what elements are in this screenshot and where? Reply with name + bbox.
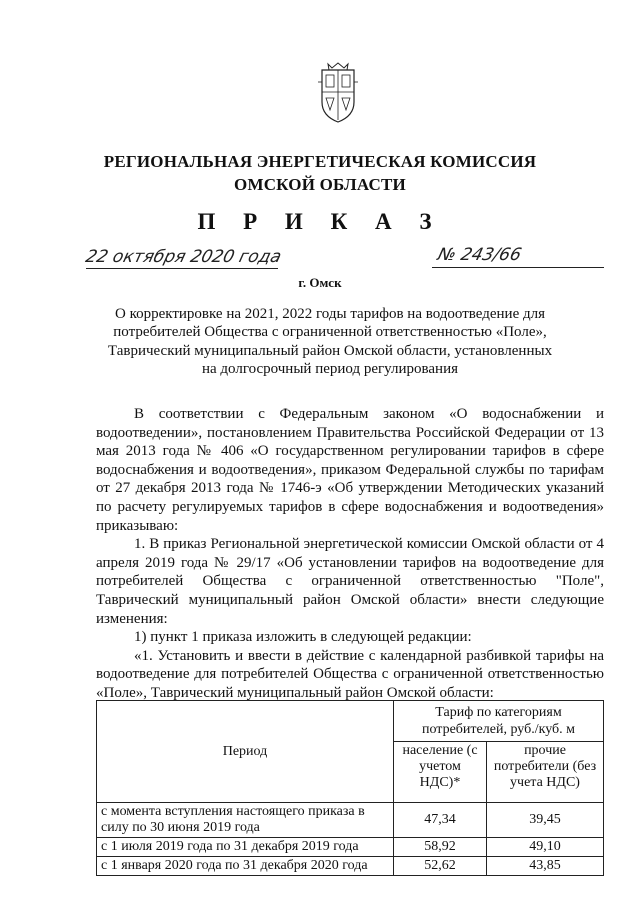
number-underline	[432, 267, 604, 268]
quoted-clause-paragraph: «1. Установить и ввести в действие с календарной разбивкой тарифы на водоотведение для потребителей Общества с ограниченной ответственностью «Поле», Таврический муниципальный район Омской области:	[96, 647, 604, 701]
document-type: П Р И К А З	[197, 209, 443, 234]
org-line-2: ОМСКОЙ ОБЛАСТИ	[234, 175, 406, 194]
header-tariff-group: Тариф по категориям потребителей, руб./куб. м	[394, 701, 604, 742]
header-other-consumers: прочие потребители (без учета НДС)	[487, 742, 604, 803]
period-cell: с 1 июля 2019 года по 31 декабря 2019 года	[97, 838, 394, 857]
header-population: население (с учетом НДС)*	[394, 742, 487, 803]
table-row	[97, 857, 604, 876]
date-underline	[86, 268, 278, 269]
population-tariff-cell: 58,92	[394, 838, 487, 857]
table-row	[97, 803, 604, 838]
period-cell: с 1 января 2020 года по 31 декабря 2020 года	[97, 857, 394, 876]
organization-name	[0, 150, 640, 196]
other-tariff-cell: 49,10	[487, 838, 604, 857]
item-1-paragraph: 1. В приказ Региональной энергетической комиссии Омской области от 4 апреля 2019 года № 29/17 «Об установлении тарифов на водоотведение для потребителей Общества с ограниченной ответственностью "Поле", Таврический муниципальный район Омской области» внести следующие изменения:	[96, 536, 604, 627]
subject-line: Таврический муниципальный район Омской области, установленных	[107, 342, 553, 359]
subject-line: на долгосрочный период регулирования	[201, 360, 459, 377]
order-subject	[96, 305, 564, 378]
population-tariff-cell: 52,62	[394, 857, 487, 876]
preamble-paragraph: В соответствии с Федеральным законом «О водоснабжении и водоотведении», постановлением Правительства Российской Федерации от 13 мая 2013 года № 406 «О государственном регулировании тарифов в сфере водоснабжения и водоотведения», приказом Федеральной службы по тарифам от 27 декабря 2013 года № 1746-э «Об утверждении Методических указаний по расчету регулируемых тарифов в сфере водоснабжения и водоотведения» приказываю:	[96, 406, 604, 534]
other-tariff-cell: 39,45	[487, 803, 604, 838]
population-tariff-cell: 47,34	[394, 803, 487, 838]
tariff-table	[96, 700, 604, 876]
handwritten-order-number: № 243/66	[435, 245, 524, 265]
period-cell: с момента вступления настоящего приказа в силу по 30 июня 2019 года	[97, 803, 394, 838]
org-line-1: РЕГИОНАЛЬНАЯ ЭНЕРГЕТИЧЕСКАЯ КОМИССИЯ	[103, 152, 537, 171]
coat-of-arms-emblem	[316, 62, 360, 126]
header-period: Период	[97, 701, 394, 803]
handwritten-date: 22 октября 2020 года	[83, 247, 284, 267]
order-body	[96, 405, 604, 703]
city: г. Омск	[298, 275, 342, 290]
subject-line: потребителей Общества с ограниченной ответственностью «Поле»,	[113, 324, 547, 341]
subitem-1-paragraph: 1) пункт 1 приказа изложить в следующей редакции:	[134, 629, 472, 646]
table-row	[97, 838, 604, 857]
other-tariff-cell: 43,85	[487, 857, 604, 876]
subject-line: О корректировке на 2021, 2022 годы тарифов на водоотведение для	[114, 306, 545, 322]
